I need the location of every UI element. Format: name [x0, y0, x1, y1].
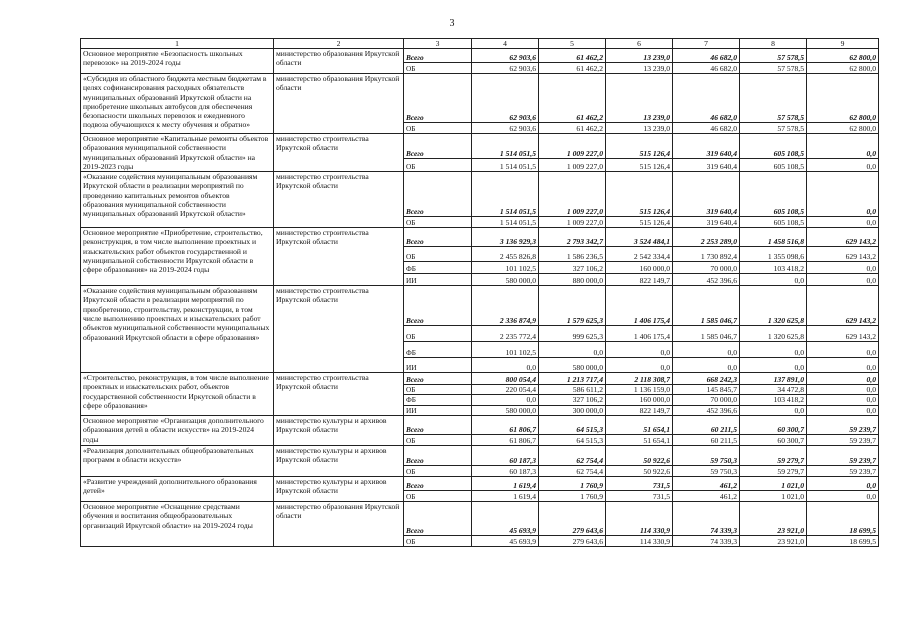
amount-cell: 1 009 227,0 — [539, 172, 606, 217]
funding-source: ОБ — [404, 435, 472, 446]
amount-cell: 586 611,2 — [539, 385, 606, 395]
funding-source: ОБ — [404, 536, 472, 547]
amount-cell: 0,0 — [807, 491, 879, 502]
amount-cell: 731,5 — [606, 477, 673, 491]
amount-cell: 0,0 — [807, 385, 879, 395]
amount-cell: 59 239,7 — [807, 416, 879, 435]
activity-description: «Реализация дополнительных общеобразовательных программ в области искусств» — [81, 446, 274, 477]
amount-cell: 59 279,7 — [740, 446, 807, 466]
amount-cell: 0,0 — [472, 395, 539, 405]
amount-cell: 3 136 929,3 — [472, 228, 539, 247]
amount-cell: 0,0 — [740, 342, 807, 358]
activity-description: Основное мероприятие «Приобретение, строительство, реконструкция, в том числе выполнение проектных и изыскательских работ объектов государственной и муниципальной собственности Иркутской области в сфере образования» на 2019-2024 годы — [81, 228, 274, 286]
amount-cell: 629 143,2 — [807, 326, 879, 342]
amount-cell: 62 800,0 — [807, 49, 879, 63]
amount-cell: 46 682,0 — [673, 123, 740, 134]
funding-source: ОБ — [404, 491, 472, 502]
activity-description: «Оказание содействия муниципальным образованиям Иркутской области в реализации мероприятий по проведению капитальных ремонтов объектов образования муниципальной собственности муниципальных образований Иркутской области» — [81, 172, 274, 228]
amount-cell: 61 462,2 — [539, 63, 606, 74]
amount-cell: 46 682,0 — [673, 49, 740, 63]
amount-cell: 629 143,2 — [807, 286, 879, 326]
amount-cell: 461,2 — [673, 477, 740, 491]
amount-cell: 0,0 — [673, 358, 740, 373]
table-row — [81, 49, 879, 63]
funding-source: ФБ — [404, 395, 472, 405]
amount-cell: 1 320 625,8 — [740, 326, 807, 342]
column-header: 6 — [606, 39, 673, 49]
amount-cell: 1 514 051,5 — [472, 159, 539, 172]
amount-cell: 1 021,0 — [740, 477, 807, 491]
amount-cell: 74 339,3 — [673, 502, 740, 536]
amount-cell: 2 235 772,4 — [472, 326, 539, 342]
column-header: 1 — [81, 39, 274, 49]
amount-cell: 59 239,7 — [807, 435, 879, 446]
amount-cell: 300 000,0 — [539, 405, 606, 415]
amount-cell: 731,5 — [606, 491, 673, 502]
amount-cell: 13 239,0 — [606, 74, 673, 123]
amount-cell: 2 253 289,0 — [673, 228, 740, 247]
table-body — [81, 39, 879, 547]
amount-cell: 1 514 051,5 — [472, 134, 539, 159]
amount-cell: 62 800,0 — [807, 63, 879, 74]
amount-cell: 46 682,0 — [673, 74, 740, 123]
amount-cell: 59 239,7 — [807, 466, 879, 477]
amount-cell: 515 126,4 — [606, 134, 673, 159]
activity-description: «Строительство, реконструкция, в том числе выполнение проектных и изыскательских работ, объектов государственной собственности Иркутской области в сфере образования» — [81, 373, 274, 416]
table-row — [81, 228, 879, 247]
amount-cell: 605 108,5 — [740, 217, 807, 228]
activity-description: «Оказание содействия муниципальным образованиям Иркутской области в реализации мероприятий по приобретению, строительству, реконструкции, в том числе выполнению проектных и изыскательских работ объектов муниципальной собственности муниципальных образований Иркутской области в сфере образования» — [81, 286, 274, 373]
amount-cell: 23 921,0 — [740, 536, 807, 547]
amount-cell: 1 136 159,0 — [606, 385, 673, 395]
amount-cell: 0,0 — [740, 274, 807, 286]
table-row — [81, 502, 879, 536]
amount-cell: 0,0 — [807, 172, 879, 217]
table-row — [81, 446, 879, 466]
amount-cell: 60 300,7 — [740, 416, 807, 435]
amount-cell: 0,0 — [807, 274, 879, 286]
amount-cell: 605 108,5 — [740, 134, 807, 159]
column-header: 5 — [539, 39, 606, 49]
funding-source: ОБ — [404, 159, 472, 172]
amount-cell: 515 126,4 — [606, 159, 673, 172]
funding-source: ОБ — [404, 326, 472, 342]
amount-cell: 59 750,3 — [673, 466, 740, 477]
amount-cell: 1 760,9 — [539, 491, 606, 502]
amount-cell: 60 187,3 — [472, 446, 539, 466]
amount-cell: 145 845,7 — [673, 385, 740, 395]
amount-cell: 319 640,4 — [673, 159, 740, 172]
amount-cell: 1 458 516,8 — [740, 228, 807, 247]
amount-cell: 2 455 826,8 — [472, 247, 539, 262]
amount-cell: 13 239,0 — [606, 63, 673, 74]
amount-cell: 1 406 175,4 — [606, 286, 673, 326]
amount-cell: 160 000,0 — [606, 262, 673, 274]
funding-source: ФБ — [404, 262, 472, 274]
funding-source: ОБ — [404, 217, 472, 228]
amount-cell: 0,0 — [539, 342, 606, 358]
amount-cell: 1 009 227,0 — [539, 159, 606, 172]
funding-source: ОБ — [404, 247, 472, 262]
amount-cell: 61 806,7 — [472, 435, 539, 446]
amount-cell: 319 640,4 — [673, 172, 740, 217]
amount-cell: 62 903,6 — [472, 49, 539, 63]
table-row — [81, 172, 879, 217]
funding-source: ОБ — [404, 385, 472, 395]
table-row — [81, 373, 879, 385]
header-row — [81, 39, 879, 49]
amount-cell: 13 239,0 — [606, 123, 673, 134]
funding-source: Всего — [404, 74, 472, 123]
amount-cell: 45 693,9 — [472, 502, 539, 536]
amount-cell: 515 126,4 — [606, 217, 673, 228]
amount-cell: 605 108,5 — [740, 159, 807, 172]
amount-cell: 800 054,4 — [472, 373, 539, 385]
amount-cell: 114 330,9 — [606, 502, 673, 536]
amount-cell: 1 320 625,8 — [740, 286, 807, 326]
amount-cell: 59 239,7 — [807, 446, 879, 466]
table-row — [81, 477, 879, 491]
amount-cell: 0,0 — [807, 262, 879, 274]
funding-source: Всего — [404, 446, 472, 466]
amount-cell: 51 654,1 — [606, 416, 673, 435]
amount-cell: 101 102,5 — [472, 262, 539, 274]
amount-cell: 1 586 236,5 — [539, 247, 606, 262]
amount-cell: 1 585 046,7 — [673, 286, 740, 326]
responsible-executor: министерство строительства Иркутской области — [274, 373, 404, 416]
amount-cell: 61 462,2 — [539, 123, 606, 134]
funding-source: ОБ — [404, 123, 472, 134]
funding-source: Всего — [404, 286, 472, 326]
activity-description: «Развитие учреждений дополнительного образования детей» — [81, 477, 274, 502]
amount-cell: 0,0 — [606, 342, 673, 358]
amount-cell: 880 000,0 — [539, 274, 606, 286]
amount-cell: 59 279,7 — [740, 466, 807, 477]
funding-source: Всего — [404, 477, 472, 491]
amount-cell: 1 406 175,4 — [606, 326, 673, 342]
amount-cell: 70 000,0 — [673, 395, 740, 405]
activity-description: Основное мероприятие «Оснащение средствами обучения и воспитания общеобразовательных организаций Иркутской области» на 2019-2024 годы — [81, 502, 274, 547]
activity-description: Основное мероприятие «Капитальные ремонты объектов образования муниципальной собственности муниципальных образований Иркутской области» на 2019-2023 годы — [81, 134, 274, 172]
amount-cell: 62 754,4 — [539, 446, 606, 466]
amount-cell: 1 009 227,0 — [539, 134, 606, 159]
amount-cell: 57 578,5 — [740, 74, 807, 123]
column-header: 8 — [740, 39, 807, 49]
responsible-executor: министерство образования Иркутской области — [274, 74, 404, 134]
amount-cell: 452 396,6 — [673, 274, 740, 286]
responsible-executor: министерство образования Иркутской области — [274, 502, 404, 547]
page-number: 3 — [449, 18, 455, 29]
funding-table — [80, 38, 879, 547]
amount-cell: 60 300,7 — [740, 435, 807, 446]
amount-cell: 1 619,4 — [472, 491, 539, 502]
amount-cell: 515 126,4 — [606, 172, 673, 217]
funding-source: Всего — [404, 416, 472, 435]
funding-source: Всего — [404, 134, 472, 159]
amount-cell: 64 515,3 — [539, 416, 606, 435]
amount-cell: 220 054,4 — [472, 385, 539, 395]
amount-cell: 61 462,2 — [539, 49, 606, 63]
amount-cell: 2 118 308,7 — [606, 373, 673, 385]
funding-source: ФБ — [404, 342, 472, 358]
funding-source: Всего — [404, 172, 472, 217]
column-header: 9 — [807, 39, 879, 49]
activity-description: Основное мероприятие «Безопасность школьных перевозок» на 2019-2024 годы — [81, 49, 274, 74]
amount-cell: 60 187,3 — [472, 466, 539, 477]
amount-cell: 1 619,4 — [472, 477, 539, 491]
amount-cell: 0,0 — [807, 159, 879, 172]
amount-cell: 23 921,0 — [740, 502, 807, 536]
amount-cell: 1 009 227,0 — [539, 217, 606, 228]
table-row — [81, 74, 879, 123]
funding-source: Всего — [404, 502, 472, 536]
amount-cell: 0,0 — [807, 134, 879, 159]
amount-cell: 0,0 — [740, 358, 807, 373]
amount-cell: 0,0 — [807, 373, 879, 385]
amount-cell: 2 793 342,7 — [539, 228, 606, 247]
amount-cell: 46 682,0 — [673, 63, 740, 74]
amount-cell: 62 903,6 — [472, 63, 539, 74]
amount-cell: 103 418,2 — [740, 395, 807, 405]
amount-cell: 629 143,2 — [807, 247, 879, 262]
amount-cell: 0,0 — [740, 405, 807, 415]
responsible-executor: министерство строительства Иркутской области — [274, 286, 404, 373]
amount-cell: 18 699,5 — [807, 536, 879, 547]
amount-cell: 60 211,5 — [673, 435, 740, 446]
column-header: 7 — [673, 39, 740, 49]
amount-cell: 62 800,0 — [807, 123, 879, 134]
amount-cell: 60 211,5 — [673, 416, 740, 435]
amount-cell: 0,0 — [807, 358, 879, 373]
amount-cell: 3 524 484,1 — [606, 228, 673, 247]
amount-cell: 64 515,3 — [539, 435, 606, 446]
amount-cell: 50 922,6 — [606, 446, 673, 466]
amount-cell: 62 754,4 — [539, 466, 606, 477]
amount-cell: 62 800,0 — [807, 74, 879, 123]
amount-cell: 0,0 — [807, 217, 879, 228]
amount-cell: 1 213 717,4 — [539, 373, 606, 385]
amount-cell: 34 472,8 — [740, 385, 807, 395]
amount-cell: 319 640,4 — [673, 217, 740, 228]
funding-source: ОБ — [404, 466, 472, 477]
amount-cell: 327 106,2 — [539, 262, 606, 274]
amount-cell: 0,0 — [673, 342, 740, 358]
amount-cell: 57 578,5 — [740, 63, 807, 74]
amount-cell: 1 021,0 — [740, 491, 807, 502]
amount-cell: 0,0 — [472, 358, 539, 373]
responsible-executor: министерство строительства Иркутской области — [274, 134, 404, 172]
amount-cell: 62 903,6 — [472, 74, 539, 123]
funding-source: ИИ — [404, 358, 472, 373]
amount-cell: 18 699,5 — [807, 502, 879, 536]
funding-source: ИИ — [404, 274, 472, 286]
amount-cell: 2 336 874,9 — [472, 286, 539, 326]
amount-cell: 59 750,3 — [673, 446, 740, 466]
amount-cell: 57 578,5 — [740, 123, 807, 134]
amount-cell: 629 143,2 — [807, 228, 879, 247]
amount-cell: 0,0 — [807, 395, 879, 405]
amount-cell: 1 579 625,3 — [539, 286, 606, 326]
responsible-executor: министерство строительства Иркутской области — [274, 172, 404, 228]
column-header: 2 — [274, 39, 404, 49]
responsible-executor: министерство культуры и архивов Иркутской области — [274, 477, 404, 502]
amount-cell: 668 242,3 — [673, 373, 740, 385]
amount-cell: 74 339,3 — [673, 536, 740, 547]
amount-cell: 327 106,2 — [539, 395, 606, 405]
table-row — [81, 416, 879, 435]
amount-cell: 70 000,0 — [673, 262, 740, 274]
amount-cell: 103 418,2 — [740, 262, 807, 274]
amount-cell: 1 355 098,6 — [740, 247, 807, 262]
amount-cell: 62 903,6 — [472, 123, 539, 134]
amount-cell: 822 149,7 — [606, 405, 673, 415]
amount-cell: 1 514 051,5 — [472, 217, 539, 228]
amount-cell: 1 730 892,4 — [673, 247, 740, 262]
activity-description: Основное мероприятие «Организация дополнительного образования детей в области искусств» на 2019-2024 годы — [81, 416, 274, 446]
amount-cell: 822 149,7 — [606, 274, 673, 286]
activity-description: «Субсидия из областного бюджета местным бюджетам в целях софинансирования расходных обязательств муниципальных образований Иркутской области на приобретение школьных автобусов для обеспечения безопасности школьных перевозок и ежедневного подвоза обучающихся к месту обучения и обратно» — [81, 74, 274, 134]
amount-cell: 0,0 — [807, 342, 879, 358]
amount-cell: 0,0 — [606, 358, 673, 373]
amount-cell: 999 625,3 — [539, 326, 606, 342]
amount-cell: 605 108,5 — [740, 172, 807, 217]
amount-cell: 13 239,0 — [606, 49, 673, 63]
amount-cell: 0,0 — [807, 405, 879, 415]
amount-cell: 1 514 051,5 — [472, 172, 539, 217]
table-row — [81, 286, 879, 326]
responsible-executor: министерство строительства Иркутской области — [274, 228, 404, 286]
funding-source: ИИ — [404, 405, 472, 415]
amount-cell: 50 922,6 — [606, 466, 673, 477]
responsible-executor: министерство культуры и архивов Иркутской области — [274, 416, 404, 446]
responsible-executor: министерство культуры и архивов Иркутской области — [274, 446, 404, 477]
funding-source: Всего — [404, 373, 472, 385]
responsible-executor: министерство образования Иркутской области — [274, 49, 404, 74]
amount-cell: 61 462,2 — [539, 74, 606, 123]
amount-cell: 0,0 — [807, 477, 879, 491]
amount-cell: 137 891,0 — [740, 373, 807, 385]
column-header: 3 — [404, 39, 472, 49]
amount-cell: 319 640,4 — [673, 134, 740, 159]
amount-cell: 57 578,5 — [740, 49, 807, 63]
table-row — [81, 134, 879, 159]
amount-cell: 1 760,9 — [539, 477, 606, 491]
amount-cell: 279 643,6 — [539, 502, 606, 536]
funding-source: ОБ — [404, 63, 472, 74]
amount-cell: 580 000,0 — [472, 274, 539, 286]
amount-cell: 101 102,5 — [472, 342, 539, 358]
amount-cell: 461,2 — [673, 491, 740, 502]
amount-cell: 160 000,0 — [606, 395, 673, 405]
amount-cell: 279 643,6 — [539, 536, 606, 547]
amount-cell: 61 806,7 — [472, 416, 539, 435]
amount-cell: 1 585 046,7 — [673, 326, 740, 342]
amount-cell: 51 654,1 — [606, 435, 673, 446]
amount-cell: 2 542 334,4 — [606, 247, 673, 262]
amount-cell: 114 330,9 — [606, 536, 673, 547]
funding-source: Всего — [404, 228, 472, 247]
amount-cell: 580 000,0 — [472, 405, 539, 415]
amount-cell: 580 000,0 — [539, 358, 606, 373]
amount-cell: 452 396,6 — [673, 405, 740, 415]
amount-cell: 45 693,9 — [472, 536, 539, 547]
funding-source: Всего — [404, 49, 472, 63]
column-header: 4 — [472, 39, 539, 49]
